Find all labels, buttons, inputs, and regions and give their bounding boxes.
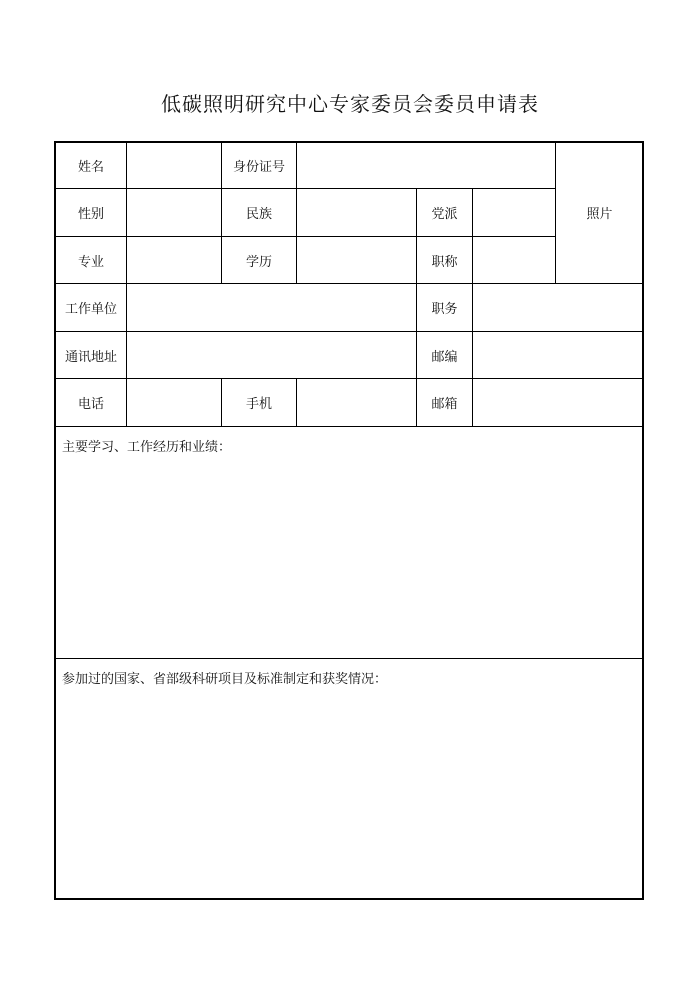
major-label: 专业 <box>77 254 104 270</box>
projects-field[interactable] <box>56 688 643 898</box>
row-divider <box>55 426 643 427</box>
experience-field[interactable] <box>56 456 643 658</box>
form-title: 低碳照明研究中心专家委员会委员申请表 <box>161 92 539 116</box>
phone-label: 电话 <box>77 397 104 412</box>
position-label: 职务 <box>431 302 458 317</box>
mobile-field[interactable] <box>297 379 416 426</box>
name-field[interactable] <box>127 142 221 188</box>
photo-box[interactable]: 照片 <box>586 207 613 222</box>
phone-field[interactable] <box>127 379 221 426</box>
party-field[interactable] <box>473 189 555 236</box>
education-field[interactable] <box>297 237 416 283</box>
experience-label: 主要学习、工作经历和业绩： <box>62 440 232 455</box>
employer-label: 工作单位 <box>64 302 117 317</box>
postcode-label: 邮编 <box>431 349 458 365</box>
position-field[interactable] <box>473 284 643 331</box>
professional-title-field[interactable] <box>473 237 555 283</box>
address-label: 通讯地址 <box>64 349 117 365</box>
name-label: 姓名 <box>77 159 104 175</box>
mobile-label: 手机 <box>245 397 272 412</box>
email-label: 邮箱 <box>431 397 458 412</box>
party-label: 党派 <box>431 207 458 222</box>
email-field[interactable] <box>473 379 643 426</box>
professional-title-label: 职称 <box>431 254 458 270</box>
education-label: 学历 <box>245 254 272 270</box>
ethnicity-field[interactable] <box>297 189 416 236</box>
employer-field[interactable] <box>127 284 416 331</box>
major-field[interactable] <box>127 237 221 283</box>
address-field[interactable] <box>127 332 416 378</box>
projects-label: 参加过的国家、省部级科研项目及标准制定和获奖情况： <box>62 672 388 687</box>
ethnicity-label: 民族 <box>245 207 272 222</box>
gender-field[interactable] <box>127 189 221 236</box>
gender-label: 性别 <box>77 207 104 222</box>
row-divider <box>55 658 643 659</box>
id-number-field[interactable] <box>297 142 555 188</box>
id-number-label: 身份证号 <box>232 159 285 175</box>
postcode-field[interactable] <box>473 332 643 378</box>
